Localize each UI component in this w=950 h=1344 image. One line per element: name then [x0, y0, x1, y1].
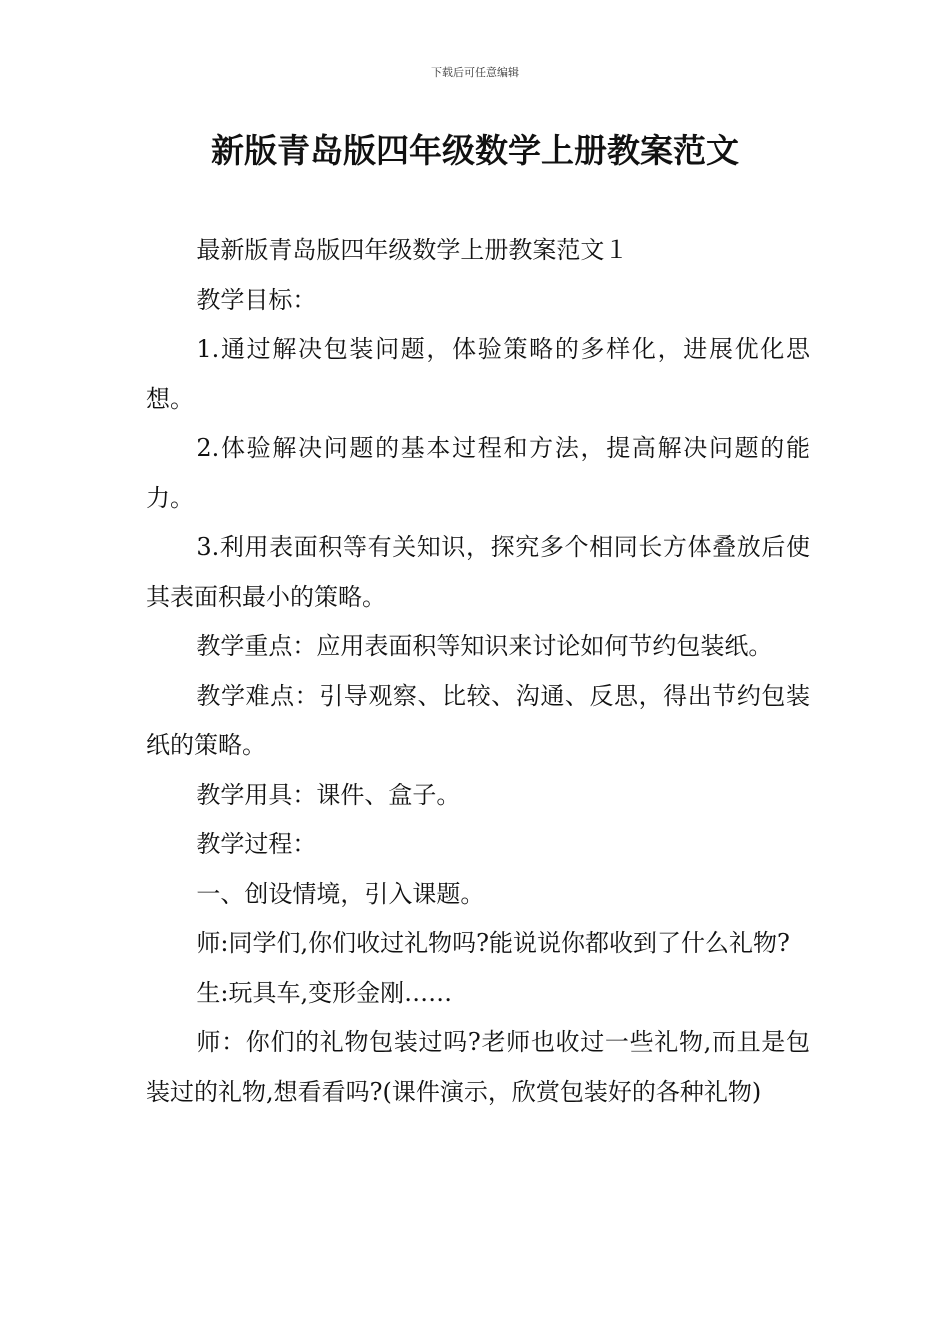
header-note: 下载后可任意编辑	[431, 66, 519, 79]
subtitle-paragraph: 最新版青岛版四年级数学上册教案范文１	[196, 236, 629, 264]
process-heading: 教学过程：	[196, 830, 317, 858]
objectives-heading: 教学目标：	[196, 285, 317, 314]
difficulty-paragraph: 教学难点：引导观察、比较、沟通、反思，得出节约包装纸的策略。	[146, 681, 810, 759]
dialogue-teacher-2: 师：你们的礼物包装过吗?老师也收过一些礼物,而且是包装过的礼物,想看看吗?(课件演示，欣赏包装好的各种礼物)	[146, 1028, 810, 1106]
document-body	[146, 226, 810, 1117]
dialogue-student-1: 生:玩具车,变形金刚……	[196, 978, 453, 1007]
dialogue-teacher-1: 师:同学们,你们收过礼物吗?能说说你都收到了什么礼物?	[196, 929, 790, 957]
key-point-paragraph: 教学重点：应用表面积等知识来讨论如何节约包装纸。	[196, 632, 773, 660]
objective-item-2: 2.体验解决问题的基本过程和方法，提高解决问题的能力。	[146, 434, 810, 512]
section-heading-1: 一、创设情境，引入课题。	[196, 879, 485, 908]
teaching-tools-paragraph: 教学用具：课件、盒子。	[196, 780, 461, 809]
document-title: 新版青岛版四年级数学上册教案范文	[211, 131, 739, 170]
objective-item-1: 1.通过解决包装问题，体验策略的多样化，进展优化思想。	[146, 335, 810, 413]
objective-item-3: 3.利用表面积等有关知识，探究多个相同长方体叠放后使其表面积最小的策略。	[146, 533, 810, 611]
